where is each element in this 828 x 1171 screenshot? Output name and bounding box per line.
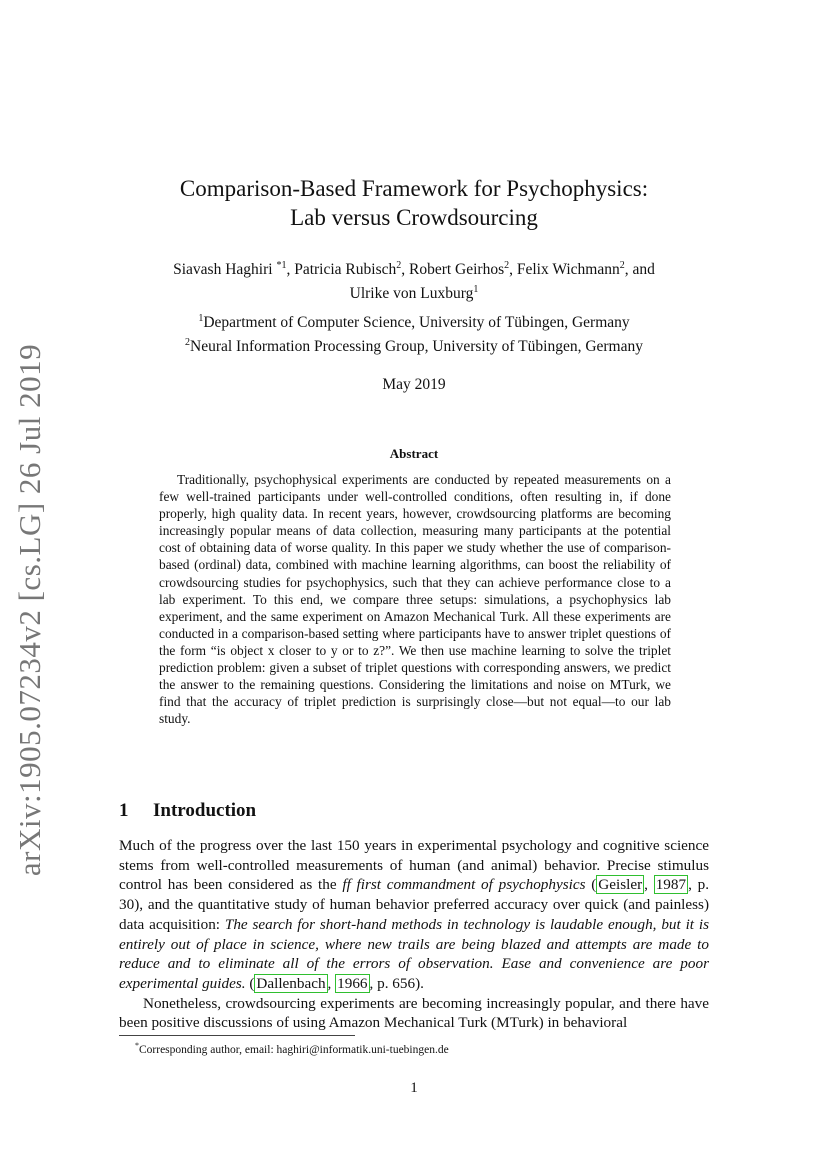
italic-text: ff first commandment of psychophysics [342, 876, 586, 894]
author-name: , Patricia Rubisch [286, 261, 397, 279]
publication-date: May 2019 [382, 376, 446, 393]
footnote [119, 1041, 709, 1056]
citation-link[interactable]: Dallenbach [256, 974, 326, 992]
author-superscript: 1 [473, 284, 479, 296]
affiliation-superscript: 1 [198, 313, 204, 324]
author-name: Ulrike von Luxburg [349, 285, 474, 303]
text-run: , p. 656). [369, 974, 424, 992]
affiliation-superscript: 2 [185, 337, 190, 349]
author-conjunction: , and [624, 261, 655, 279]
text-run: Much of the progress over the last 150 years in experimental psychology and cognitive science stems from well-controlled measurements of human (and animal) behavior. Precise stimulus control has been considered as the [119, 837, 709, 894]
text-run: , [327, 974, 336, 992]
text-run: , p. 30), and the quantitative study of human behavior preferred accuracy over quick (and painless) data acquisition: [119, 876, 710, 933]
text-run: ( [245, 974, 255, 992]
paper-title-line-1: Comparison-Based Framework for Psychophysics: [179, 176, 649, 201]
paper-title [110, 174, 718, 232]
citation-link[interactable]: 1987 [655, 876, 687, 894]
author-name: Siavash Haghiri [173, 261, 277, 279]
affiliation-1 [110, 309, 718, 333]
footnote-divider [119, 1035, 355, 1036]
abstract-heading: Abstract [389, 446, 439, 461]
author-superscript: *1 [276, 260, 287, 271]
affiliation-2 [110, 333, 718, 357]
paragraph: Nonetheless, crowdsourcing experiments are becoming increasingly popular, and there have been positive discussions of using Amazon Mechanical Turk (MTurk) in behavioral [119, 994, 709, 1032]
footnote-mark: * [135, 1041, 139, 1050]
citation-link[interactable]: Geisler [598, 876, 643, 894]
arxiv-identifier-text: arXiv:1905.07234v2 [cs.LG] 26 Jul 2019 [12, 343, 48, 877]
author-superscript: 2 [504, 260, 510, 271]
affiliation-text: Department of Computer Science, University of Tübingen, Germany [203, 314, 630, 332]
section-title: Introduction [153, 800, 257, 821]
affiliation-list [110, 309, 718, 357]
text-run: , [644, 876, 654, 894]
author-list [110, 256, 718, 304]
abstract-body: Traditionally, psychophysical experiments are conducted by repeated measurements on a few well-trained participants under well-controlled conditions, often resulting in, if done properly, high quality data. In recent years, however, crowdsourcing platforms are becoming increasingly popular means of data collection, measuring many participants at the potential cost of obtaining data of worse quality. In this paper we study whether the use of comparison-based (ordinal) data, combined with machine learning algorithms, can boost the reliability of crowdsourcing studies for psychophysics, such that they can achieve performance close to a lab experiment. To this end, we compare three setups: simulations, a psychophysics lab experiment, and the same experiment on Amazon Mechanical Turk. All these experiments are conducted in a comparison-based setting where participants have to answer triplet questions of the form “is object x closer to y or to z?”. We then use machine learning to solve the triplet prediction problem: given a subset of triplet questions with corresponding answers, we predict the answer to the remaining questions. Considering the limitations and noise on MTurk, we find that the accuracy of triplet prediction is surprisingly close—but not equal—to our lab study. [159, 472, 671, 727]
arxiv-identifier-stamp [8, 343, 52, 877]
introduction-body [119, 836, 709, 1033]
footnote-text: Corresponding author, email: haghiri@informatik.uni-tuebingen.de [139, 1043, 449, 1056]
affiliation-text: Neural Information Processing Group, University of Tübingen, Germany [190, 338, 643, 356]
italic-quote: The search for short-hand methods in technology is laudable enough, but it is entirely out of place in science, where new trails are being blazed and attempts are made to reduce and to eliminate all of the errors of observation. Ease and convenience are poor experimental guides. [119, 915, 709, 992]
author-superscript: 2 [619, 260, 625, 271]
paper-title-line-2: Lab versus Crowdsourcing [290, 205, 538, 230]
section-number: 1 [119, 800, 129, 821]
author-superscript: 2 [396, 260, 402, 271]
author-name: , Felix Wichmann [509, 261, 620, 279]
section-heading [119, 800, 256, 822]
citation-link[interactable]: 1966 [337, 974, 368, 992]
paragraph [119, 836, 709, 994]
author-name: , Robert Geirhos [401, 261, 505, 279]
page-number: 1 [410, 1080, 418, 1096]
text-run: ( [585, 876, 597, 894]
